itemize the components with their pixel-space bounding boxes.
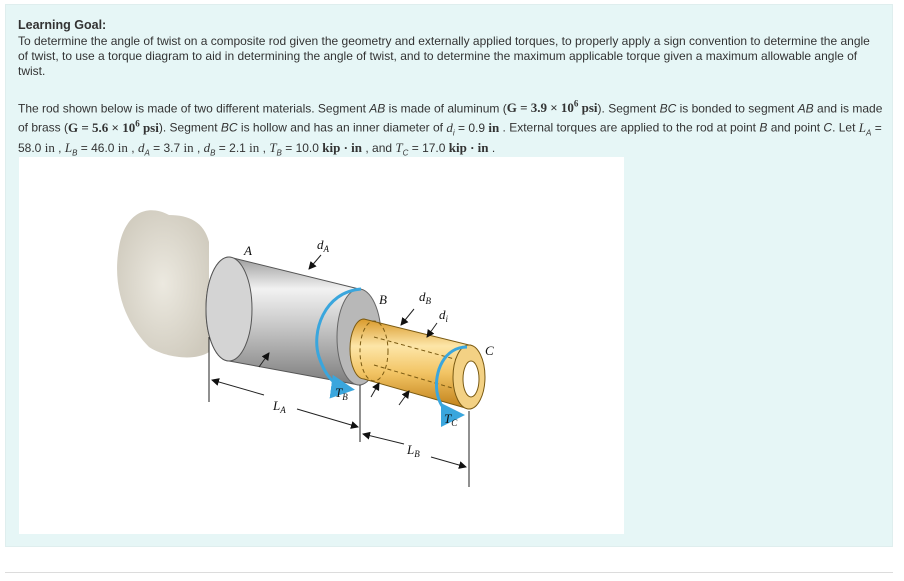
problem-text: . External torques are applied to the rod at point [499,120,760,135]
label-di: $d_i$ [439,307,449,324]
length-a-value: $L_A = 58.0$ in [18,119,882,156]
label-c: C [485,343,494,358]
problem-text: is bonded to segment [676,101,798,116]
problem-text: ). Segment [597,101,660,116]
problem-text: is hollow and has an inner diameter of [237,120,447,135]
label-da: $d_A$ [317,237,329,254]
segment-bc-bore [463,361,479,397]
segment-bc: BC [659,101,677,116]
label-b: B [379,292,387,307]
problem-text: . Let [832,120,859,135]
problem-statement: The rod shown below is made of two different materials. Segment AB is made of aluminum ($G = 3.9 \times 10^6$ psi). Segment BC is bonded to segment AB and is made of brass ($G = 5.6 \times 10^6$ psi). Segment BC is hollow and has an inner diameter of $d_i = 0.9$ in . External torques are applied to the rod at point B and point C. Let $L_A = 58.0$ in , $L_B = 46.0$ in , $d_A = 3.7$ in , $d_B = 2.1$ in , $T_B = 10.0$ kip · in , and $T_C = 17.0$ kip · in . [18,99,883,158]
learning-goal-title: Learning Goal: [18,18,107,32]
segment-ab: AB [369,101,386,116]
problem-text: The rod shown below is made of two different materials. Segment [18,101,370,116]
problem-text: is made of aluminum ( [385,101,507,116]
diameter-a-value: $d_A = 3.7$ in [137,140,194,158]
segment-ab-end-face [206,257,252,361]
inner-diameter-value: $d_i = 0.9$ in [446,119,500,138]
composite-rod-figure [19,157,624,534]
segment-bc: BC [220,120,238,135]
torque-c-value: $T_C = 17.0$ kip · in [395,140,489,158]
point-c: C [823,120,833,135]
point-b: B [759,120,768,135]
label-tc: $T_C$ [444,411,458,428]
problem-text: and is made of brass ( [18,101,883,135]
learning-goal-text: To determine the angle of twist on a composite rod given the geometry and externally applied torques, to properly apply a sign convention to determine the angle of twist, to use a torque diagram to aid in determining the angle of twist, and to determine the maximum applicable torque given a maximum allowable angle of twist. [18,34,870,78]
dimension-la-left [212,380,264,395]
shear-modulus-brass: $G = 5.6 \times 10^6$ psi [68,118,159,135]
label-db: $d_B$ [419,289,431,306]
label-tb: $T_B$ [335,385,348,402]
composite-rod-diagram [19,157,624,534]
problem-text: ). Segment [158,120,221,135]
length-b-value: $L_B = 46.0$ in [64,140,128,158]
shear-modulus-aluminum: $G = 3.9 \times 10^6$ psi [506,99,598,116]
torque-b-value: $T_B = 10.0$ kip · in [269,140,363,158]
dimension-la-right [297,409,358,427]
diameter-b-value: $d_B = 2.1$ in [203,140,260,158]
question-panel [5,4,893,547]
dimension-lb-left [363,434,404,444]
label-lb: $L_B$ [407,442,420,459]
dimension-lb-right [431,457,466,467]
label-a: A [244,243,252,258]
fixed-wall [117,210,209,357]
problem-text: and point [767,120,824,135]
divider [5,572,893,573]
segment-ab: AB [797,101,814,116]
label-la: $L_A$ [273,398,286,415]
